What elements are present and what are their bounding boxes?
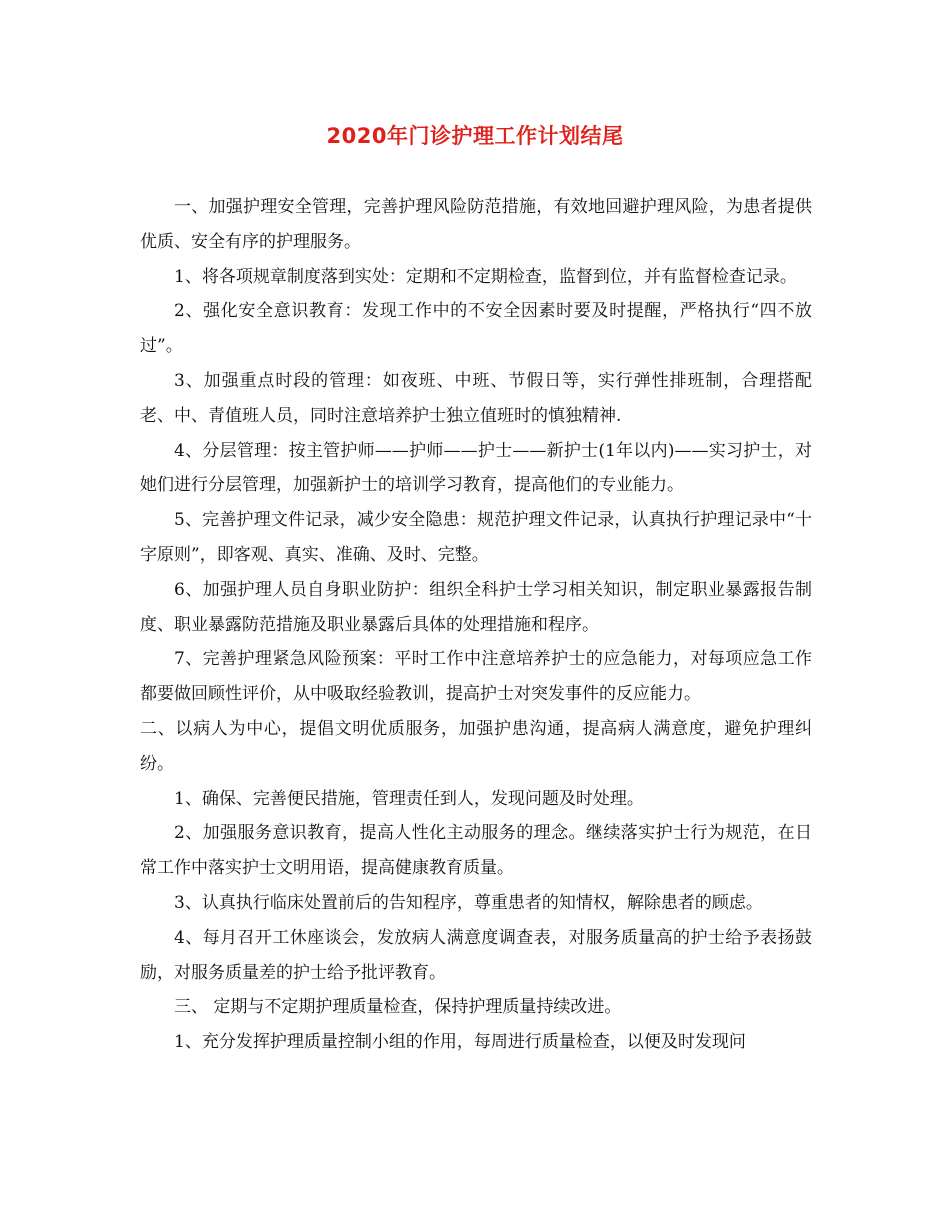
- paragraph: 3、认真执行临床处置前后的告知程序，尊重患者的知情权，解除患者的顾虑。: [174, 892, 763, 913]
- paragraph: 5、完善护理文件记录，减少安全隐患：规范护理文件记录，认真执行护理记录中“十字原则”，即客观、真实、准确、及时、完整。: [140, 510, 812, 565]
- document-title: 2020年门诊护理工作计划结尾: [326, 124, 624, 148]
- paragraph: 1、充分发挥护理质量控制小组的作用，每周进行质量检查，以便及时发现问: [174, 1032, 746, 1053]
- paragraph: 7、完善护理紧急风险预案：平时工作中注意培养护士的应急能力，对每项应急工作都要做回顾性评价，从中吸取经验教训，提高护士对突发事件的反应能力。: [140, 649, 812, 705]
- paragraph: 6、加强护理人员自身职业防护：组织全科护士学习相关知识，制定职业暴露报告制度、职业暴露防范措施及职业暴露后具体的处理措施和程序。: [140, 579, 812, 635]
- paragraph: 一、加强护理安全管理，完善护理风险防范措施，有效地回避护理风险，为患者提供优质、安全有序的护理服务。: [140, 197, 812, 252]
- paragraph: 1、将各项规章制度落到实处：定期和不定期检查，监督到位，并有监督检查记录。: [174, 266, 797, 287]
- document-body: [140, 190, 812, 1060]
- paragraph: 4、分层管理：按主管护师——护师——护士——新护士(1年以内)——实习护士，对她们进行分层管理，加强新护士的培训学习教育，提高他们的专业能力。: [140, 440, 812, 496]
- paragraph: 4、每月召开工休座谈会，发放病人满意度调查表，对服务质量高的护士给予表扬鼓励，对服务质量差的护士给予批评教育。: [140, 927, 812, 983]
- paragraph: 2、强化安全意识教育：发现工作中的不安全因素时要及时提醒，严格执行“四不放过”。: [140, 301, 812, 357]
- paragraph: 1、确保、完善便民措施，管理责任到人，发现问题及时处理。: [174, 788, 644, 809]
- paragraph: 2、加强服务意识教育，提高人性化主动服务的理念。继续落实护士行为规范，在日常工作中落实护士文明用语，提高健康教育质量。: [140, 823, 812, 879]
- paragraph: 二、以病人为中心，提倡文明优质服务，加强护患沟通，提高病人满意度，避免护理纠纷。: [140, 718, 812, 774]
- paragraph: 三、 定期与不定期护理质量检查，保持护理质量持续改进。: [174, 997, 622, 1018]
- paragraph: 3、加强重点时段的管理：如夜班、中班、节假日等，实行弹性排班制，合理搭配老、中、青值班人员，同时注意培养护士独立值班时的慎独精神.: [140, 370, 812, 426]
